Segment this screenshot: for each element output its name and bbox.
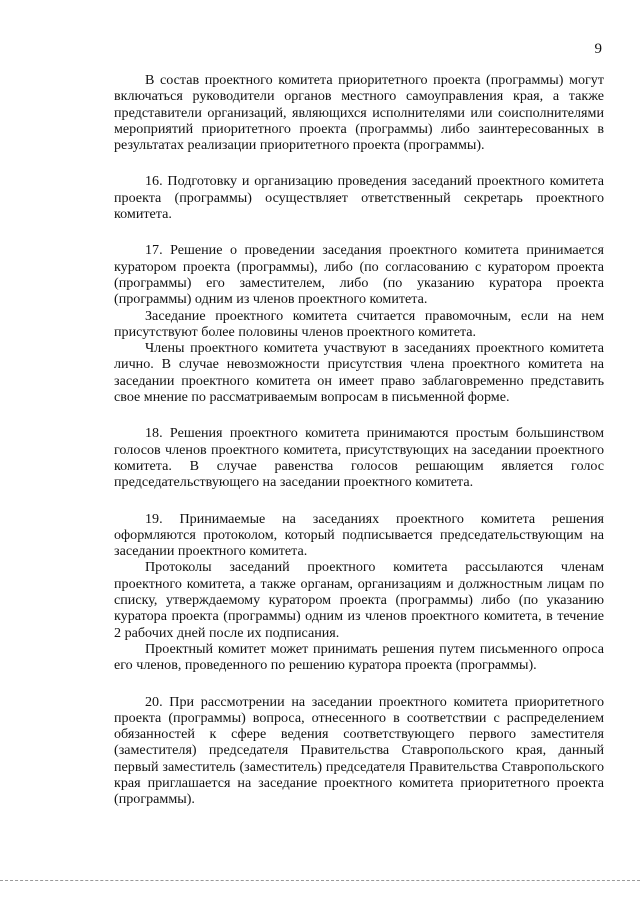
- section-20: [114, 694, 604, 808]
- paragraph: Протоколы заседаний проектного комитета рассылаются членам проектного комитета, а также органам, организациям и должностным лицам по списку, утверждаемому куратором проекта (программы) либо (по указанию куратора проекта (программы) одним из членов проектного комитета, в течение 2 рабочих дней после их подписания.: [114, 559, 604, 641]
- paragraph: 16. Подготовку и организацию проведения заседаний проектного комитета проекта (программы) осуществляет ответственный секретарь проектного комитета.: [114, 173, 604, 223]
- section-19: [114, 511, 604, 674]
- paragraph: 20. При рассмотрении на заседании проектного комитета приоритетного проекта (программы) вопроса, отнесенного в соответствии с распределением обязанностей к сфере ведения соответствующего первого заместителя (заместителя) председателя Правительства Ставропольского края, данный первый заместитель (заместитель) председателя Правительства Ставропольского края приглашается на заседание проектного комитета приоритетного проекта (программы).: [114, 693, 604, 808]
- section-committee-composition: [114, 72, 604, 153]
- bottom-divider: [0, 880, 640, 881]
- paragraph: 18. Решения проектного комитета принимаются простым большинством голосов членов проектного комитета, присутствующих на заседании проектного комитета. В случае равенства голосов решающим является голос председательствующего на заседании проектного комитета.: [114, 425, 604, 491]
- paragraph: В состав проектного комитета приоритетного проекта (программы) могут включаться руководители органов местного самоуправления края, а также представители организаций, являющихся исполнителями или соисполнителями мероприятий приоритетного проекта (программы) либо заинтересованных в результатах реализации приоритетного проекта (программы).: [114, 72, 604, 154]
- paragraph: 17. Решение о проведении заседания проектного комитета принимается куратором проекта (программы), либо (по согласованию с куратором проекта (программы) его заместителем, либо (по указанию куратора проекта (программы) одним из членов проектного комитета.: [114, 242, 604, 308]
- page-number: 9: [594, 41, 602, 57]
- section-16: [114, 173, 604, 222]
- paragraph: 19. Принимаемые на заседаниях проектного комитета решения оформляются протоколом, который подписывается председательствующим на заседании проектного комитета.: [114, 510, 604, 560]
- paragraph: Проектный комитет может принимать решения путем письменного опроса его членов, проведенного по решению куратора проекта (программы).: [114, 640, 604, 674]
- section-17: [114, 242, 604, 405]
- document-body: [114, 72, 604, 808]
- paragraph: Заседание проектного комитета считается правомочным, если на нем присутствуют более половины членов проектного комитета.: [114, 307, 604, 340]
- section-18: [114, 425, 604, 490]
- paragraph: Члены проектного комитета участвуют в заседаниях проектного комитета лично. В случае невозможности присутствия члена проектного комитета на заседании проектного комитета он имеет право заблаговременно представить свое мнение по рассматриваемым вопросам в письменной форме.: [114, 340, 604, 406]
